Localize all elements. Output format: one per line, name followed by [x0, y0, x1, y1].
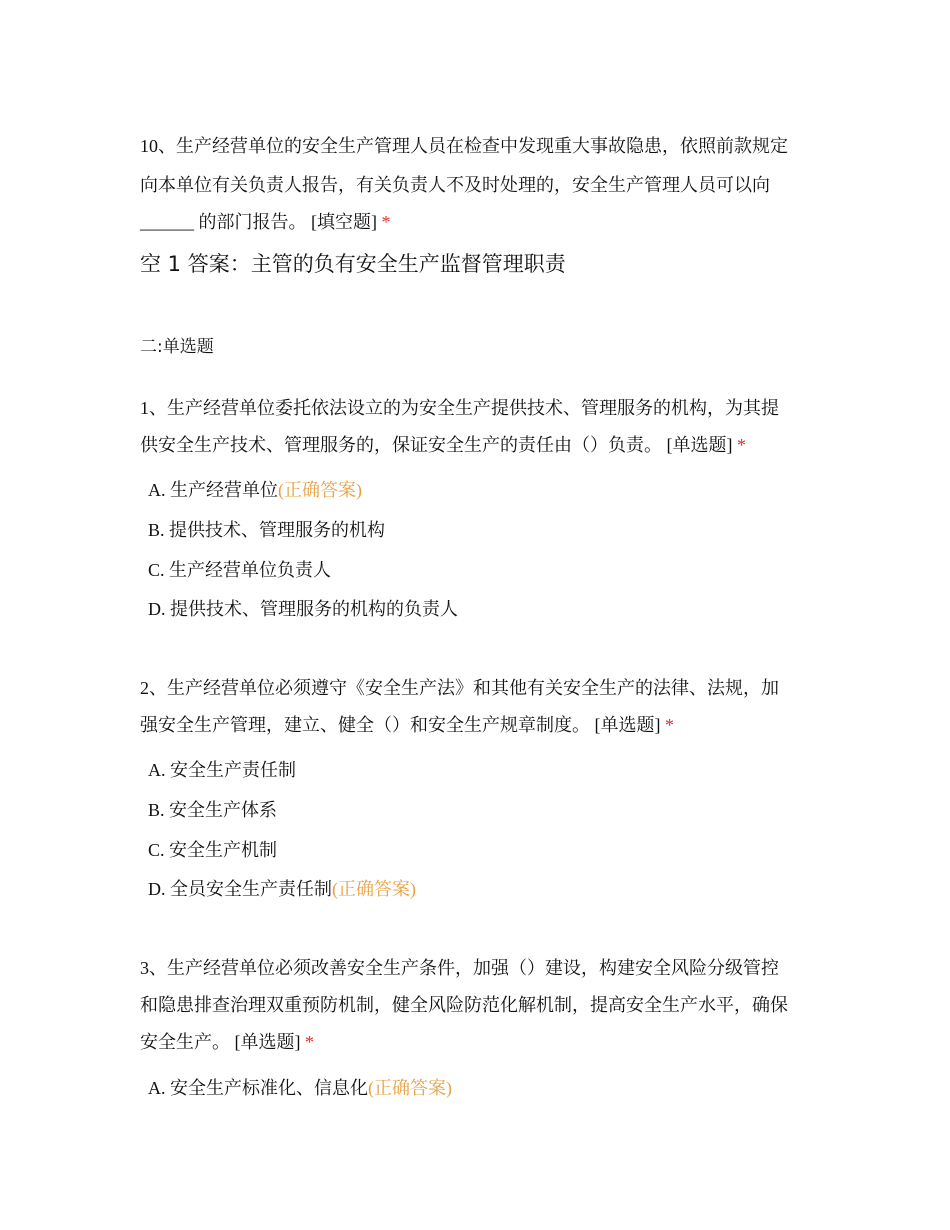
option — [148, 598, 458, 620]
question-text: ______ 的部门报告。 [填空题] — [140, 212, 382, 232]
option-label: C. 生产经营单位负责人 — [148, 560, 332, 580]
option-label: D. 提供技术、管理服务的机构的负责人 — [148, 599, 458, 619]
question-3-line — [140, 994, 788, 1016]
question-text: 安全生产。 [单选题] — [140, 1032, 305, 1052]
question-10-line: 10、生产经营单位的安全生产管理人员在检查中发现重大事故隐患，依照前款规定 — [140, 136, 788, 156]
question-1-line — [140, 397, 779, 419]
option-label: A. 安全生产标准化、信息化 — [148, 1078, 368, 1098]
option — [148, 1077, 452, 1099]
question-10-line — [140, 211, 391, 233]
correct-answer-tag: (正确答案) — [332, 879, 416, 899]
question-text: 1、生产经营单位委托依法设立的为安全生产提供技术、管理服务的机构，为其提 — [140, 398, 779, 418]
option-label: B. 安全生产体系 — [148, 800, 278, 820]
option — [148, 479, 362, 501]
question-10-line: 向本单位有关负责人报告，有关负责人不及时处理的，安全生产管理人员可以向 — [140, 175, 770, 195]
question-3-line — [140, 1031, 314, 1053]
question-10-answer: 空 1 答案：主管的负有安全生产监督管理职责 — [140, 252, 566, 276]
question-text: 供安全生产技术、管理服务的，保证安全生产的责任由（）负责。 [单选题] — [140, 435, 737, 455]
correct-answer-tag: (正确答案) — [278, 480, 362, 500]
option — [148, 878, 416, 900]
question-2-line — [140, 677, 779, 699]
question-2-line — [140, 714, 674, 736]
option-label: D. 全员安全生产责任制 — [148, 879, 332, 899]
question-text: 和隐患排查治理双重预防机制，健全风险防范化解机制，提高安全生产水平，确保 — [140, 995, 788, 1015]
option — [148, 559, 331, 581]
option — [148, 759, 296, 781]
option — [148, 799, 277, 821]
question-3-line — [140, 957, 779, 979]
option-label: A. 生产经营单位 — [148, 480, 278, 500]
required-mark: * — [665, 715, 674, 735]
required-mark: * — [305, 1032, 314, 1052]
question-text: 强安全生产管理，建立、健全（）和安全生产规章制度。 [单选题] — [140, 715, 665, 735]
question-text: 2、生产经营单位必须遵守《安全生产法》和其他有关安全生产的法律、法规，加 — [140, 678, 779, 698]
option-label: C. 安全生产机制 — [148, 840, 278, 860]
required-mark: * — [737, 435, 746, 455]
question-1-line — [140, 434, 746, 456]
option — [148, 839, 277, 861]
required-mark: * — [381, 212, 391, 232]
option-label: A. 安全生产责任制 — [148, 760, 296, 780]
correct-answer-tag: (正确答案) — [368, 1078, 452, 1098]
option-label: B. 提供技术、管理服务的机构 — [148, 520, 386, 540]
section-heading: 二:单选题 — [140, 337, 214, 357]
question-text: 3、生产经营单位必须改善安全生产条件，加强（）建设，构建安全风险分级管控 — [140, 958, 779, 978]
option — [148, 519, 385, 541]
